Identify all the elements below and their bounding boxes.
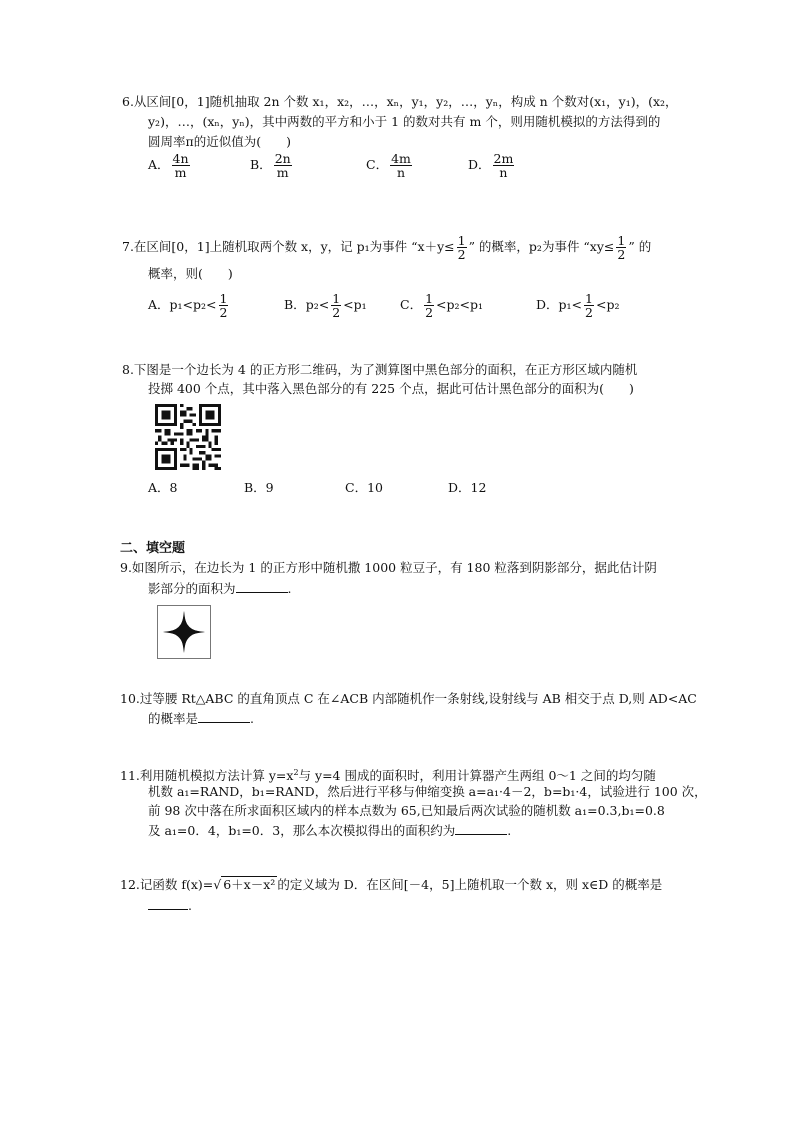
q6-option-c[interactable]	[366, 152, 414, 179]
q9-line1: 9.如图所示，在边长为 1 的正方形中随机撒 1000 粒豆子，有 180 粒落到阴影部分，据此估计阴	[120, 560, 657, 575]
option-label: B．	[250, 157, 272, 172]
option-label: B．	[284, 297, 306, 312]
q8-option-a[interactable]: A．8	[148, 480, 178, 495]
q6-line1: 6.从区间[0，1]随机抽取 2n 个数 x₁，x₂，…，xₙ，y₁，y₂，…，yₙ，构成 n 个数对(x₁，y₁)，(x₂，	[122, 94, 678, 109]
qr-code-image	[154, 404, 222, 470]
q7-option-c[interactable]	[400, 292, 483, 319]
period: .	[188, 898, 192, 913]
q7-line1	[122, 234, 651, 261]
fraction	[274, 152, 292, 179]
q7-option-a[interactable]	[148, 292, 230, 319]
denominator: 2	[425, 305, 434, 320]
sqrt-sign: √	[213, 877, 222, 892]
period: .	[507, 823, 512, 838]
q10-line2	[148, 710, 254, 727]
denominator: m	[174, 165, 187, 180]
q9-text: 影部分的面积为	[148, 581, 236, 596]
numerator: 2m	[493, 151, 514, 166]
q7-text-mid: ” 的概率，p₂为事件 “xy≤	[468, 239, 615, 254]
fraction-half	[616, 234, 626, 261]
denominator: 2	[585, 305, 593, 320]
numerator: 1	[617, 233, 626, 248]
option-label: A．	[148, 297, 170, 312]
numerator: 4n	[172, 151, 189, 166]
q11-line2: 机数 a₁=RAND，b₁=RAND，然后进行平移与伸缩变换 a=a₁·4－2，b=b₁·4，试验进行 100 次，	[148, 784, 707, 799]
q12-text-post: 的定义域为 D．在区间[－4，5]上随机取一个数 x，则 x∈D 的概率是	[277, 877, 663, 892]
q7-option-d[interactable]	[536, 292, 619, 319]
option-label: D．	[468, 157, 491, 172]
option-text: p₁<	[558, 297, 583, 312]
denominator: n	[396, 165, 406, 180]
period: .	[287, 581, 292, 596]
numerator: 1	[219, 291, 228, 306]
answer-blank[interactable]	[236, 580, 288, 593]
q7-text-pre: 7.在区间[0，1]上随机取两个数 x，y，记 p₁为事件 “x＋y≤	[122, 239, 455, 254]
q11-line4	[148, 822, 511, 839]
q6-line3: 圆周率π的近似值为( )	[148, 134, 291, 149]
option-label: A．	[148, 157, 170, 172]
q12-line2	[148, 897, 192, 914]
fraction	[493, 152, 515, 179]
option-tail: <p₁	[343, 297, 367, 312]
numerator: 1	[425, 291, 434, 306]
option-text: p₁<p₂<	[169, 297, 217, 312]
numerator: 1	[585, 291, 593, 306]
section-heading: 二、填空题	[120, 541, 186, 556]
q11-line3: 前 98 次中落在所求面积区域内的样本点数为 65,已知最后两次试验的随机数 a₁=0.3,b₁=0.8	[148, 803, 665, 818]
fraction	[172, 152, 190, 179]
q6-option-a[interactable]	[148, 152, 192, 179]
numerator: 1	[457, 233, 466, 248]
q12-line1	[120, 877, 662, 893]
shaded-square-figure	[157, 605, 211, 659]
denominator: 2	[332, 305, 341, 320]
option-tail: <p₂<p₁	[436, 297, 484, 312]
q7-option-b[interactable]	[284, 292, 367, 319]
fraction	[390, 152, 412, 179]
q9-line2	[148, 580, 292, 597]
numerator: 1	[332, 291, 341, 306]
q8-line1: 8.下图是一个边长为 4 的正方形二维码，为了测算图中黑色部分的面积，在正方形区域内随机	[122, 362, 638, 377]
denominator: n	[499, 165, 508, 180]
period: .	[250, 711, 254, 726]
sqrt-radicand: 6＋x－x²	[223, 877, 276, 892]
q11-text: 及 a₁=0．4，b₁=0．3，那么本次模拟得出的面积约为	[148, 823, 456, 838]
denominator: m	[276, 165, 289, 180]
option-text: p₂<	[305, 297, 330, 312]
option-label: D．	[536, 297, 559, 312]
answer-blank[interactable]	[198, 710, 250, 723]
q11-text-a: 11.利用随机模拟方法计算 y=x	[120, 768, 294, 783]
q8-option-c[interactable]: C．10	[345, 480, 383, 495]
q6-option-b[interactable]	[250, 152, 294, 179]
numerator: 4m	[391, 151, 411, 166]
numerator: 2n	[274, 151, 291, 166]
fraction-half	[331, 292, 341, 319]
q8-line2: 投掷 400 个点，其中落入黑色部分的有 225 个点，据此可估计黑色部分的面积为( )	[148, 381, 634, 396]
q7-line2: 概率，则( )	[148, 266, 233, 281]
answer-blank[interactable]	[455, 822, 507, 835]
fraction-half	[457, 234, 467, 261]
q8-option-d[interactable]: D．12	[448, 480, 487, 495]
denominator: 2	[617, 247, 626, 262]
q6-option-d[interactable]	[468, 152, 516, 179]
denominator: 2	[457, 247, 466, 262]
q10-line1: 10.过等腰 Rt△ABC 的直角顶点 C 在∠ACB 内部随机作一条射线,设射线与 AB 相交于点 D,则 AD<AC	[120, 691, 697, 706]
option-tail: <p₂	[595, 297, 620, 312]
answer-blank[interactable]	[148, 897, 188, 910]
q7-text-post: ” 的	[628, 239, 652, 254]
q11-text-b: 与 y=4 围成的面积时，利用计算器产生两组 0～1 之间的均匀随	[298, 768, 656, 783]
fraction-half	[584, 292, 594, 319]
q12-text-pre: 12.记函数 f(x)=	[120, 877, 214, 892]
option-label: C．	[366, 157, 389, 172]
q6-line2: y₂)，…，(xₙ，yₙ)，其中两数的平方和小于 1 的数对共有 m 个，则用随机模拟的方法得到的	[148, 114, 661, 129]
four-point-star-shape	[158, 606, 210, 658]
fraction-half	[424, 292, 434, 319]
option-label: C．	[400, 297, 423, 312]
q8-option-b[interactable]: B．9	[244, 480, 274, 495]
q11-line1: 11.利用随机模拟方法计算 $y=x^2$与 y=4 围成的面积时，利用计算器产生两组 0～1 之间的均匀随	[120, 768, 656, 783]
q10-text: 的概率是	[148, 711, 199, 726]
fraction-half	[219, 292, 229, 319]
denominator: 2	[219, 305, 228, 320]
